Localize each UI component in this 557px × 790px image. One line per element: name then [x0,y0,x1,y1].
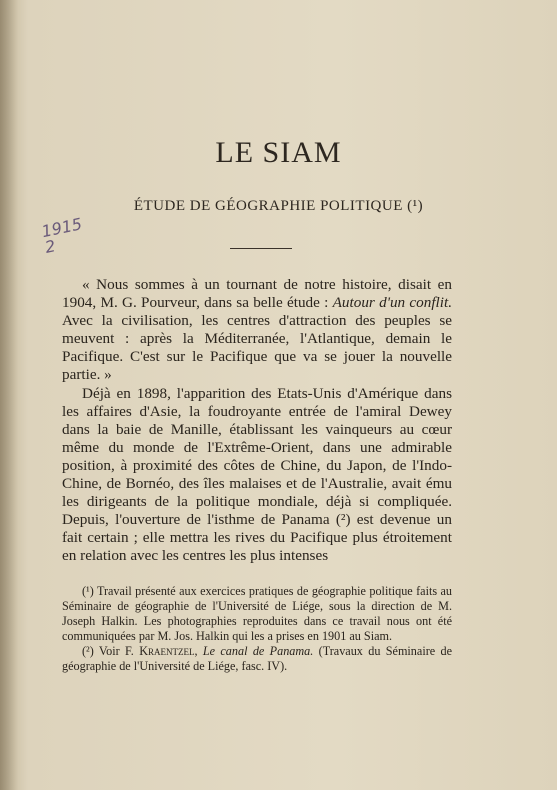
footnote-2-author: Kraentzel [139,644,195,658]
paragraph-quote-italic: Autour d'un conflit. [332,294,452,312]
paragraph-main: Déjà en 1898, l'apparition des Etats-Unis d'Amérique dans les affaires d'Asie, la foudroyante entrée de l'amiral Dewey dans la baie de Manille, établissant les vainqueurs au cœur même du monde de l'Extrême-Orient, dans une admirable position, à proximité des côtes de Chine, du Japon, de l'Indo-Chine, de Bornéo, des îles malaises et de l'Australie, avait ému les dirigeants de la politique mondiale, déjà si compliquée. Depuis, l'ouverture de l'isthme de Panama (²) est devenue un fait certain ; elle mettra les rives du Pacifique plus étroitement en relation avec les centres les plus intenses [62,384,452,565]
handwritten-annotation [40,212,105,256]
footnote-2 [62,644,452,674]
paragraph-quote-end: Avec la civilisation, les centres d'attraction des peuples se meuvent : après la Méditerranée, l'Atlantique, demain le Pacifique. C'est sur le Pacifique que va se jouer la nouvelle partie. » [62,312,452,384]
footnote-2-suffix: (Travaux du Séminaire de géographie de l'Université de Liége, fasc. IV). [62,644,453,673]
body-text [62,276,452,566]
footnotes [62,584,452,674]
footnote-2-prefix: (²) Voir F. [82,644,140,658]
divider-rule [230,248,292,249]
footnote-1: (¹) Travail présenté aux exercices pratiques de géographie politique faits au Séminaire de géographie de l'Université de Liége, sous la direction de M. Joseph Halkin. Les photographies reproduites dans ce travail nous ont été communiquées par M. Jos. Halkin qui les a prises en 1901 au Siam. [62,584,452,643]
footnote-2-sep: , [194,644,203,658]
page-subtitle: ÉTUDE DE GÉOGRAPHIE POLITIQUE (¹) [133,198,424,214]
paragraph-quote [62,276,452,385]
handwritten-number: 2 [43,236,58,257]
page-title: LE SIAM [215,136,342,169]
spine-shadow [0,0,18,790]
footnote-2-italic: Le canal de Panama. [202,644,314,658]
paragraph-quote-start: « Nous sommes à un tournant de notre histoire, disait en 1904, M. G. Pourveur, dans sa belle étude : [62,276,452,312]
handwritten-year: 1915 [39,214,84,242]
